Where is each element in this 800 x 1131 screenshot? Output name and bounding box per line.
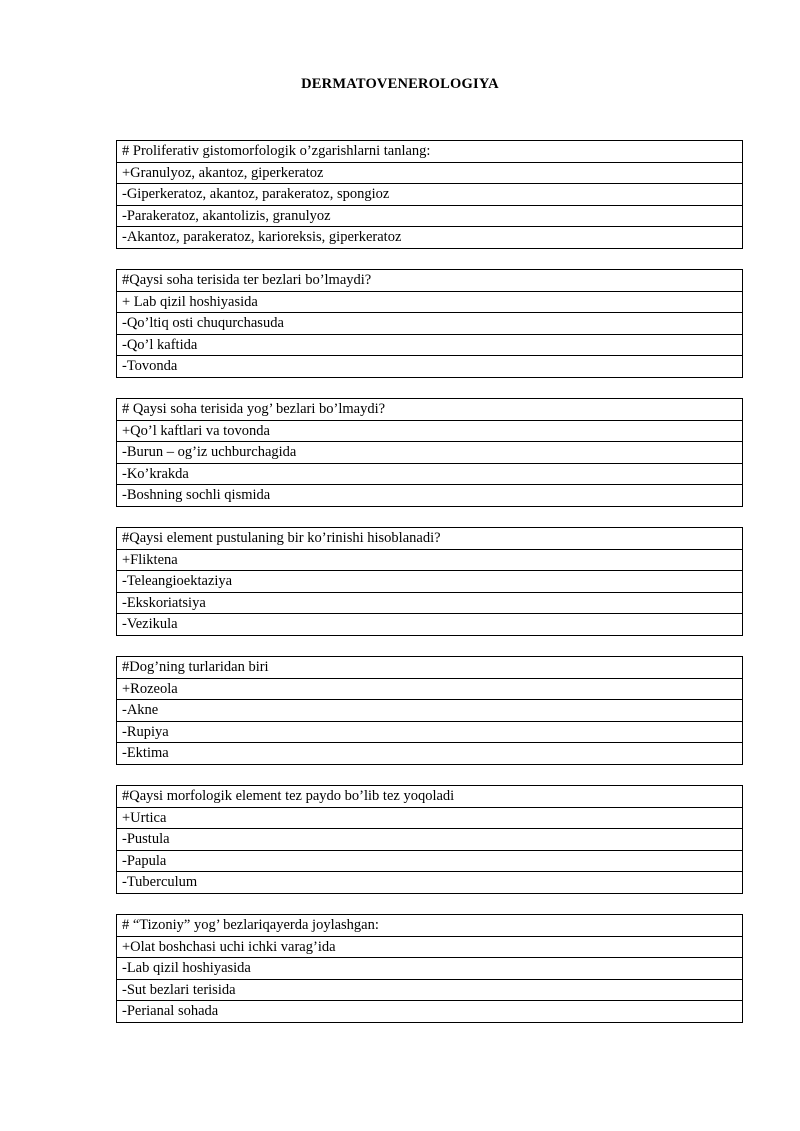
answer-option: -Sut bezlari terisida: [117, 979, 743, 1001]
question-block-3: [116, 398, 743, 507]
answer-option: -Qo’ltiq osti chuqurchasuda: [117, 313, 743, 335]
answer-option: -Parakeratoz, akantolizis, granulyoz: [117, 205, 743, 227]
answer-option: -Ekskoriatsiya: [117, 592, 743, 614]
question-block-5: [116, 656, 743, 765]
question-text: #Qaysi morfologik element tez paydo bo’lib tez yoqoladi: [117, 786, 743, 808]
answer-option: -Akantoz, parakeratoz, karioreksis, giperkeratoz: [117, 227, 743, 249]
question-block-1: [116, 140, 743, 249]
answer-option: -Papula: [117, 850, 743, 872]
question-text: #Qaysi element pustulaning bir ko’rinishi hisoblanadi?: [117, 528, 743, 550]
answer-option: -Vezikula: [117, 614, 743, 636]
answer-option: -Rupiya: [117, 721, 743, 743]
answer-option: -Giperkeratoz, akantoz, parakeratoz, spongioz: [117, 184, 743, 206]
answer-option: -Boshning sochli qismida: [117, 485, 743, 507]
answer-option: -Tovonda: [117, 356, 743, 378]
question-text: #Qaysi soha terisida ter bezlari bo’lmaydi?: [117, 270, 743, 292]
answer-option: +Qo’l kaftlari va tovonda: [117, 420, 743, 442]
page-title: DERMATOVENEROLOGIYA: [301, 76, 499, 92]
answer-option: +Fliktena: [117, 549, 743, 571]
answer-option: -Ektima: [117, 743, 743, 765]
answer-option: -Lab qizil hoshiyasida: [117, 958, 743, 980]
answer-option: -Pustula: [117, 829, 743, 851]
answer-option: -Tuberculum: [117, 872, 743, 894]
answer-option: -Burun – og’iz uchburchagida: [117, 442, 743, 464]
question-text: # “Tizoniy” yog’ bezlariqayerda joylashgan:: [117, 915, 743, 937]
answer-option: -Ko’krakda: [117, 463, 743, 485]
question-block-4: [116, 527, 743, 636]
answer-option: -Qo’l kaftida: [117, 334, 743, 356]
question-list: [116, 140, 743, 1043]
answer-option: -Akne: [117, 700, 743, 722]
answer-option: -Perianal sohada: [117, 1001, 743, 1023]
question-text: #Dog’ning turlaridan biri: [117, 657, 743, 679]
question-text: # Qaysi soha terisida yog’ bezlari bo’lmaydi?: [117, 399, 743, 421]
question-text: # Proliferativ gistomorfologik o’zgarishlarni tanlang:: [117, 141, 743, 163]
answer-option: -Teleangioektaziya: [117, 571, 743, 593]
answer-option: +Rozeola: [117, 678, 743, 700]
answer-option: +Olat boshchasi uchi ichki varag’ida: [117, 936, 743, 958]
question-block-2: [116, 269, 743, 378]
question-block-6: [116, 785, 743, 894]
question-block-7: [116, 914, 743, 1023]
answer-option: + Lab qizil hoshiyasida: [117, 291, 743, 313]
answer-option: +Granulyoz, akantoz, giperkeratoz: [117, 162, 743, 184]
answer-option: +Urtica: [117, 807, 743, 829]
